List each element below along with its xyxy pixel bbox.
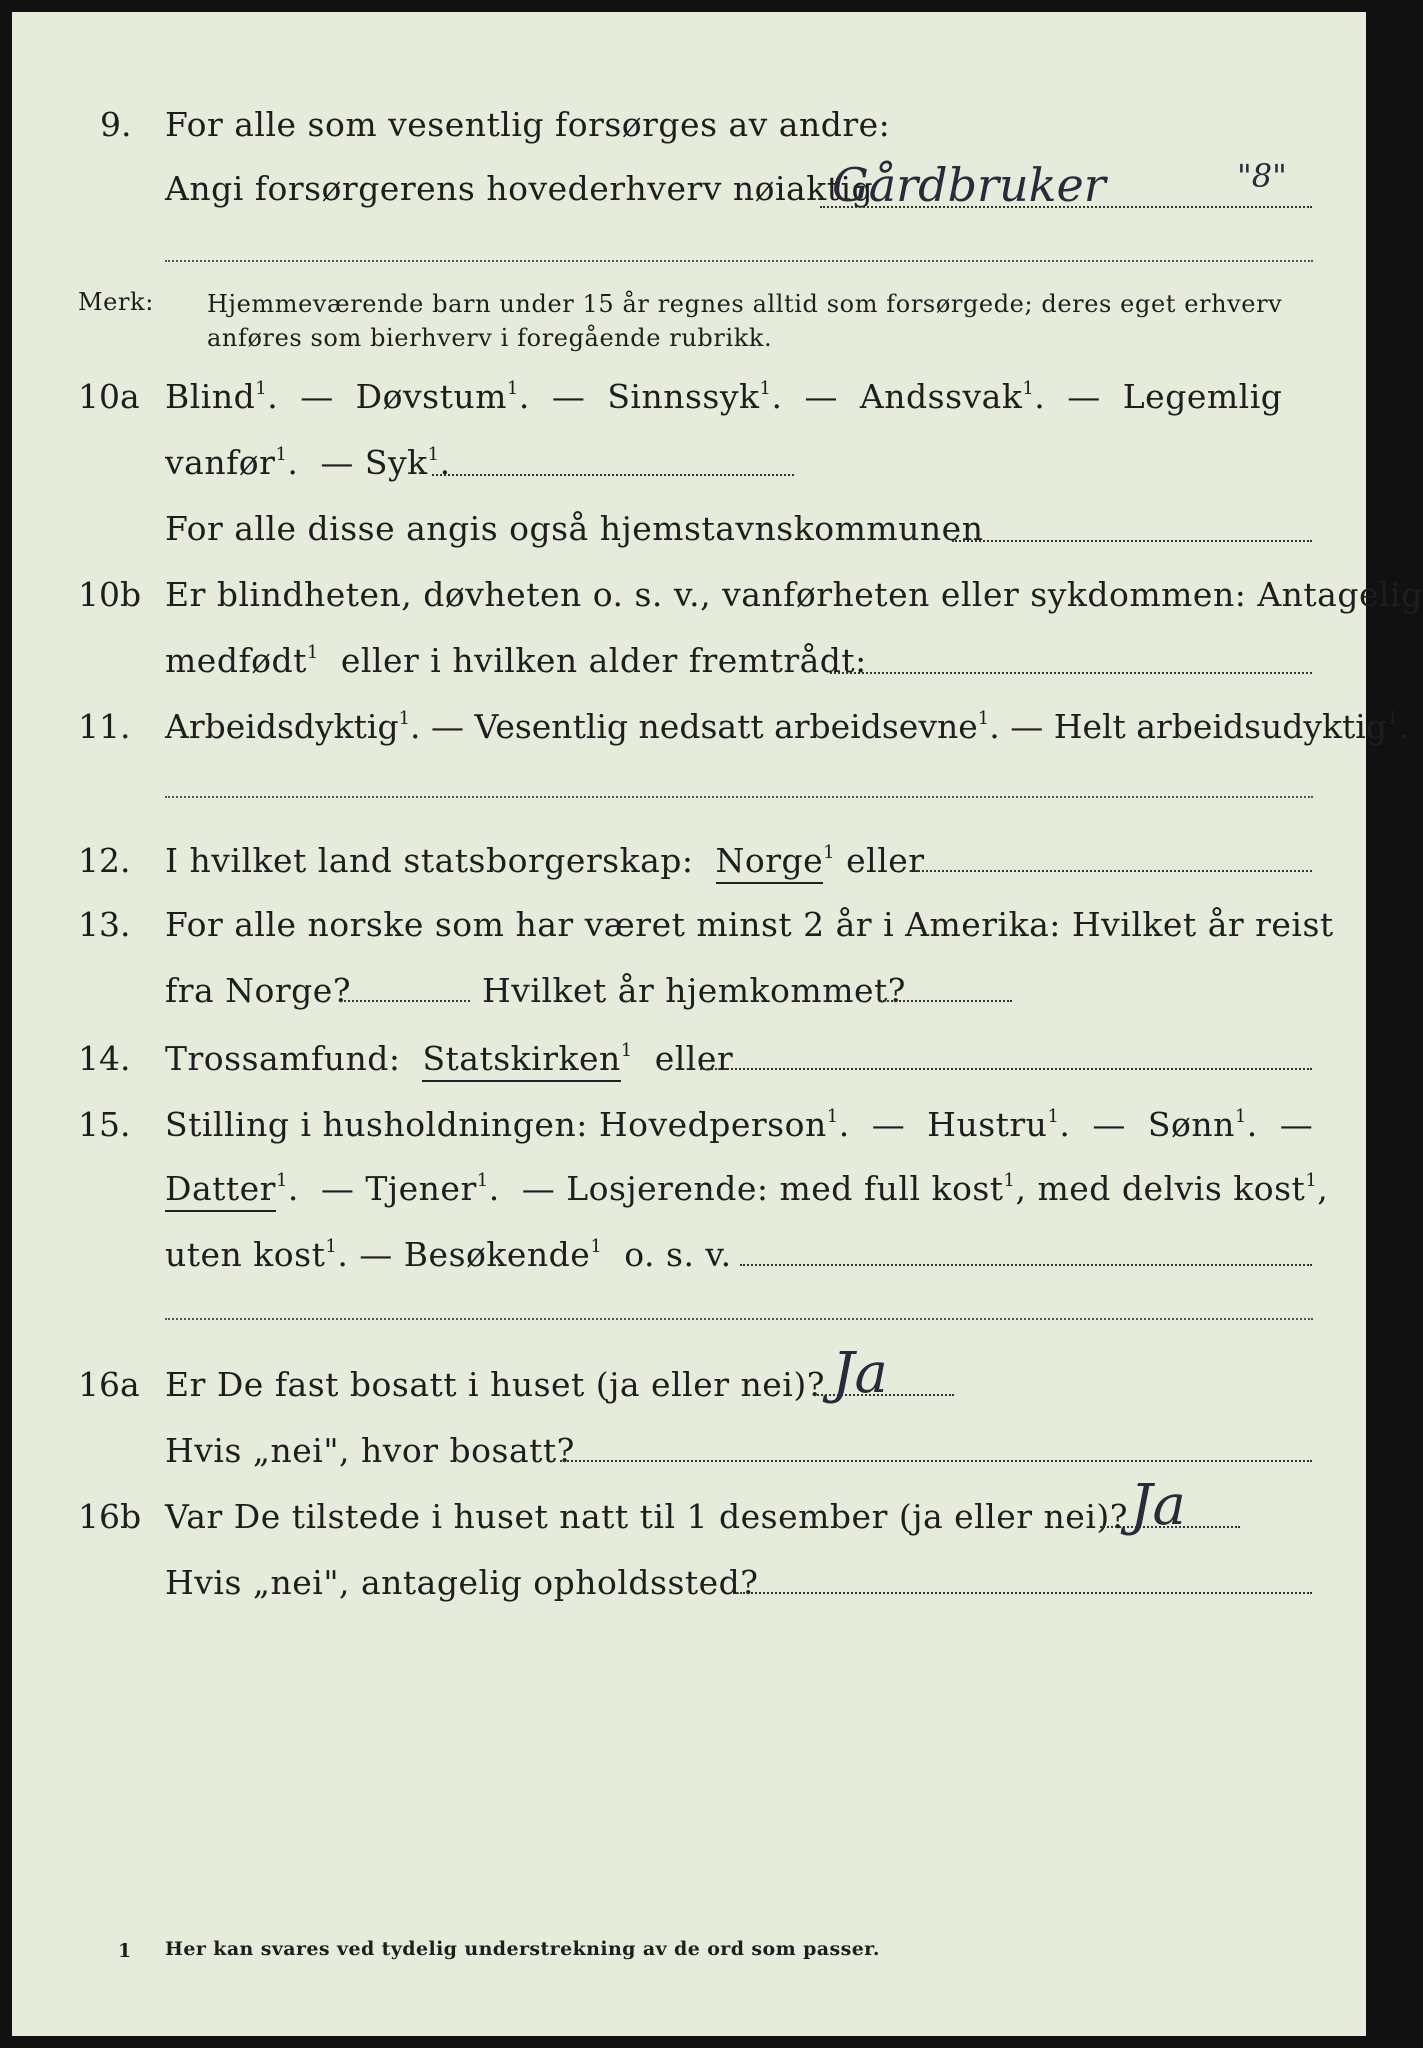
- q10a-hjemstavn-line[interactable]: [952, 540, 1312, 542]
- q10a-line2: vanfør$^1$. — Syk$^1$.: [165, 443, 451, 482]
- q16a-number: 16a: [78, 1365, 140, 1404]
- q12-line: I hvilket land statsborgerskap: Norge$^1$ eller: [165, 844, 925, 877]
- q9-number: 9.: [100, 105, 132, 144]
- q16b-line1: Var De tilstede i huset natt til 1 desember (ja eller nei)?: [165, 1497, 1128, 1536]
- q15-number: 15.: [78, 1105, 131, 1144]
- footnote-number: 1: [118, 1940, 132, 1962]
- q16b-opholdssted-line[interactable]: [740, 1592, 1312, 1594]
- q15-line2: Datter$^1$. — Tjener$^1$. — Losjerende: med full kost$^1$, med delvis kost$^1$,: [165, 1172, 1328, 1205]
- q9-answer-mark: "8": [1237, 157, 1287, 195]
- footnote-text: Her kan svares ved tydelig understrekning av de ord som passer.: [165, 1938, 880, 1960]
- q16a-answer-handwritten[interactable]: Ja: [832, 1341, 888, 1406]
- merk-line2: anføres som bierhverv i foregående rubrikk.: [207, 324, 773, 352]
- option-nedsatt[interactable]: Vesentlig nedsatt arbeidsevne: [474, 707, 978, 746]
- q16a-line1: Er De fast bosatt i huset (ja eller nei)?: [165, 1365, 825, 1404]
- q12-answer-line[interactable]: [910, 870, 1312, 872]
- option-uten-kost[interactable]: uten kost: [165, 1235, 326, 1274]
- option-statskirken[interactable]: Statskirken: [422, 1039, 620, 1082]
- q9-line1: For alle som vesentlig forsørges av andre:: [165, 105, 891, 144]
- option-datter[interactable]: Datter: [165, 1169, 276, 1212]
- q16b-number: 16b: [78, 1497, 142, 1536]
- option-syk[interactable]: Syk: [364, 443, 428, 482]
- q10a-answer-line[interactable]: [432, 474, 794, 476]
- q10b-number: 10b: [78, 575, 142, 614]
- option-udyktig[interactable]: Helt arbeidsudyktig: [1053, 707, 1387, 746]
- option-delvis-kost[interactable]: med delvis kost: [1037, 1169, 1306, 1208]
- q13-hjemkommet-line[interactable]: [880, 1000, 1012, 1002]
- q10b-line1: Er blindheten, døvheten o. s. v., vanførheten eller sykdommen: Antagelig: [165, 575, 1423, 614]
- q15-line1: Stilling i husholdningen: Hovedperson$^1$. — Hustru$^1$. — Sønn$^1$. —: [165, 1105, 1314, 1144]
- q10a-line1: Blind$^1$. — Døvstum$^1$. — Sinnssyk$^1$. — Andssvak$^1$. — Legemlig: [165, 377, 1283, 416]
- option-sonn[interactable]: Sønn: [1147, 1105, 1235, 1144]
- q15-line3: uten kost$^1$. — Besøkende$^1$ o. s. v.: [165, 1235, 732, 1274]
- q14-answer-line[interactable]: [700, 1068, 1312, 1070]
- q13-line1: For alle norske som har været minst 2 år i Amerika: Hvilket år reist: [165, 905, 1334, 944]
- q16b-line2: Hvis „nei", antagelig opholdssted?: [165, 1563, 759, 1602]
- option-andssvak[interactable]: Andssvak: [859, 377, 1023, 416]
- q11-number: 11.: [78, 707, 131, 746]
- option-arbeidsdyktig[interactable]: Arbeidsdyktig: [165, 707, 399, 746]
- section-divider: [165, 260, 1313, 262]
- option-sinnssyk[interactable]: Sinnssyk: [607, 377, 760, 416]
- q13-a: fra Norge?: [165, 971, 352, 1010]
- section-divider: [165, 796, 1313, 798]
- option-medfodt[interactable]: medfødt: [165, 641, 307, 680]
- q9-line2: Angi forsørgerens hovederhverv nøiaktig: [165, 169, 874, 208]
- q12-number: 12.: [78, 841, 131, 880]
- q14-line: Trossamfund: Statskirken$^1$ eller: [165, 1042, 733, 1075]
- q13-number: 13.: [78, 905, 131, 944]
- census-form-page: [12, 12, 1423, 2036]
- q16b-answer-handwritten[interactable]: Ja: [1130, 1473, 1186, 1538]
- q13-reist-line[interactable]: [340, 1000, 470, 1002]
- option-dovstum[interactable]: Døvstum: [355, 377, 507, 416]
- q9-answer-handwritten[interactable]: Gårdbruker: [832, 158, 1106, 212]
- option-vanfor[interactable]: vanfør: [165, 443, 276, 482]
- option-legemlig[interactable]: Legemlig: [1122, 377, 1283, 416]
- option-besokende[interactable]: Besøkende: [403, 1235, 591, 1274]
- q15-answer-line[interactable]: [740, 1264, 1312, 1266]
- section-divider: [165, 1318, 1313, 1320]
- merk-line1: Hjemmeværende barn under 15 år regnes alltid som forsørgede; deres eget erhverv: [207, 290, 1283, 318]
- option-hovedperson[interactable]: Stilling i husholdningen: Hovedperson: [165, 1105, 827, 1144]
- q11-line: Arbeidsdyktig$^1$. — Vesentlig nedsatt arbeidsevne$^1$. — Helt arbeidsudyktig$^1$.: [165, 707, 1409, 746]
- q10a-number: 10a: [78, 377, 140, 416]
- option-blind[interactable]: Blind: [165, 377, 256, 416]
- option-hustru[interactable]: Hustru: [927, 1105, 1048, 1144]
- q14-number: 14.: [78, 1039, 131, 1078]
- q16a-line2: Hvis „nei", hvor bosatt?: [165, 1431, 575, 1470]
- q16a-bosatt-line[interactable]: [560, 1460, 1312, 1462]
- option-norge[interactable]: Norge: [716, 841, 824, 884]
- option-tjener[interactable]: Tjener: [365, 1169, 477, 1208]
- q10b-line2: medfødt$^1$ eller i hvilken alder fremtrådt:: [165, 641, 867, 680]
- q13-b: Hvilket år hjemkommet?: [482, 971, 906, 1010]
- q10a-line3: For alle disse angis også hjemstavnskommunen: [165, 509, 984, 548]
- merk-label: Merk:: [78, 288, 154, 316]
- option-full-kost[interactable]: Losjerende: med full kost: [566, 1169, 1004, 1208]
- q10b-answer-line[interactable]: [830, 672, 1312, 674]
